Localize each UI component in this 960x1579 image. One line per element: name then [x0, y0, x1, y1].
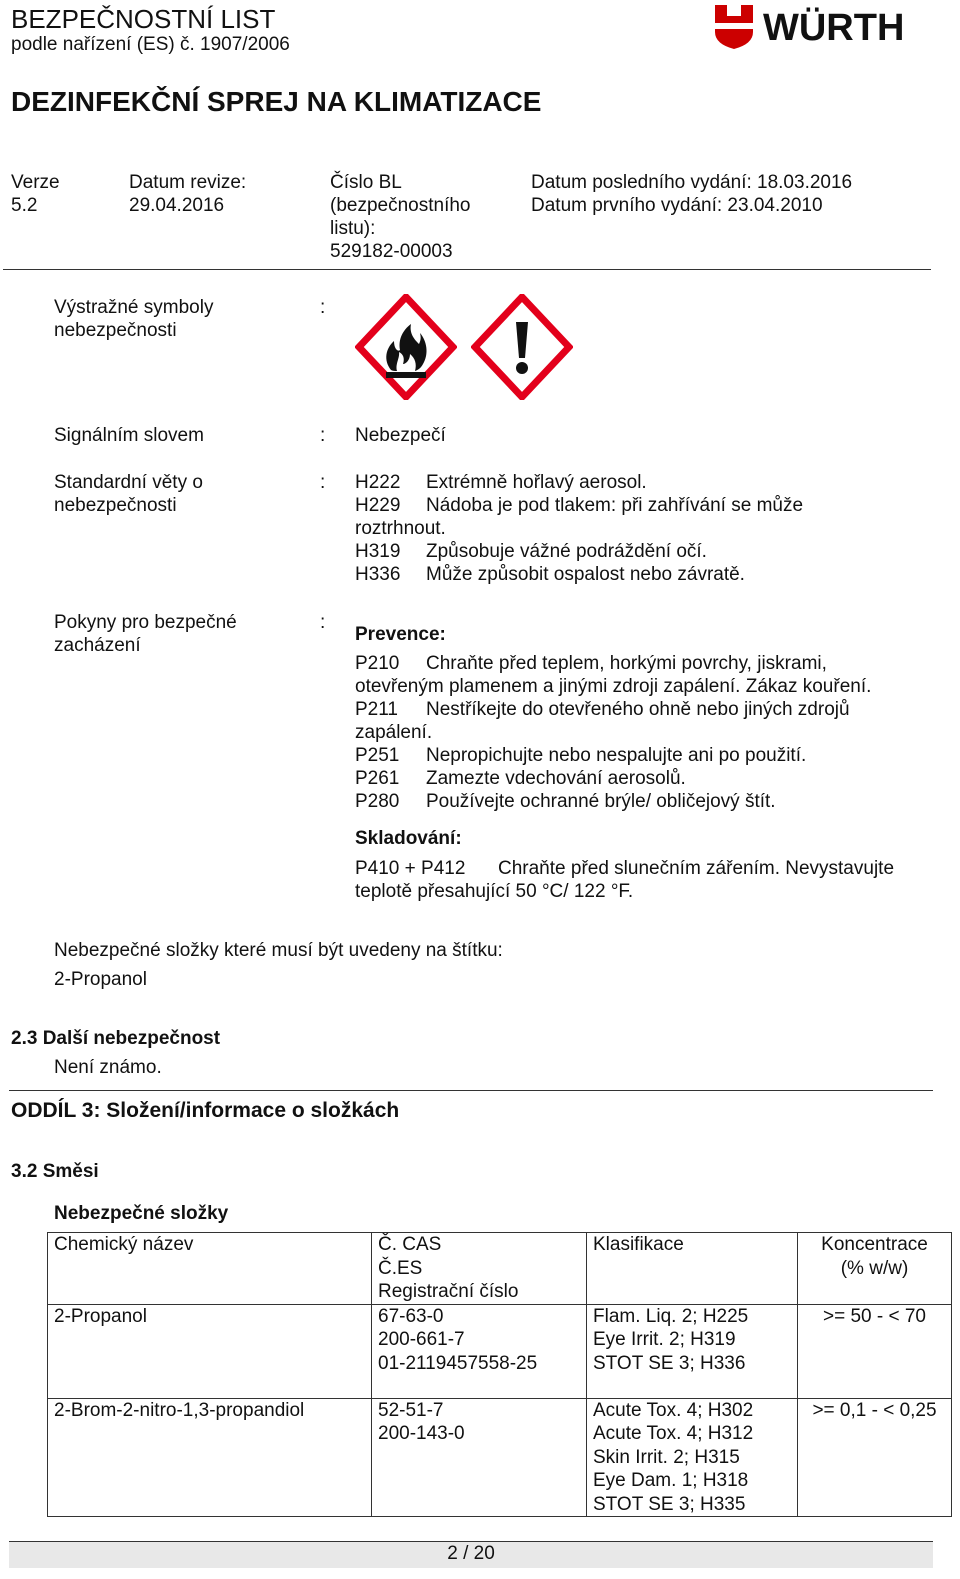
- hazard-statements-list: [355, 471, 835, 586]
- cell-classification: [587, 1398, 798, 1517]
- cell-es: 200-661-7: [378, 1329, 465, 1350]
- statement-code: P280: [355, 791, 400, 812]
- statement-text: Nepropichujte nebo nespalujte ani po použití.: [426, 745, 807, 766]
- statement-code: P410 + P412: [355, 858, 466, 879]
- cell-chemical-name: 2-Brom-2-nitro-1,3-propandiol: [48, 1398, 372, 1517]
- section-3-title: ODDÍL 3: Složení/informace o složkách: [11, 1099, 400, 1122]
- components-table-title: Nebezpečné složky: [54, 1203, 229, 1224]
- precautionary-statement: [355, 698, 915, 744]
- statement-code: H222: [355, 472, 401, 493]
- hazard-statement: [355, 471, 835, 494]
- precautionary-statement: [355, 744, 915, 767]
- version-value: 5.2: [11, 195, 38, 216]
- table-row: [48, 1304, 952, 1398]
- hazard-statement: [355, 540, 835, 563]
- section-2-3-title: 2.3 Další nebezpečnost: [11, 1028, 221, 1049]
- cell-es: 200-143-0: [378, 1423, 465, 1444]
- sds-number-block: [330, 171, 471, 263]
- document-type: BEZPEČNOSTNÍ LIST: [11, 4, 276, 34]
- symbols-label: [54, 296, 304, 342]
- classification-line: Acute Tox. 4; H302: [593, 1399, 754, 1421]
- header-classification: Klasifikace: [587, 1233, 798, 1305]
- cell-classification: [587, 1304, 798, 1398]
- classification-line: STOT SE 3; H335: [593, 1493, 746, 1515]
- hazard-statement: [355, 563, 835, 586]
- signal-word-colon: :: [320, 425, 326, 446]
- header-identifiers: [372, 1233, 587, 1305]
- symbols-label-line: Výstražné symboly: [54, 297, 214, 318]
- cell-cas: 67-63-0: [378, 1305, 444, 1327]
- hazard-statements-colon: :: [320, 472, 326, 493]
- cell-chemical-name: 2-Propanol: [48, 1304, 372, 1398]
- hazard-statements-label: [54, 471, 304, 517]
- hazard-statements-label-line: nebezpečnosti: [54, 495, 177, 516]
- header-concentration-line: (% w/w): [840, 1257, 909, 1279]
- hazard-statements-label-line: Standardní věty o: [54, 472, 203, 493]
- exclamation-mark-icon: [471, 294, 573, 400]
- hazard-statement: [355, 494, 835, 540]
- statement-code: P261: [355, 768, 400, 789]
- precautionary-colon: :: [320, 612, 326, 633]
- statement-text: Chraňte před slunečním zářením. Nevystavujte teplotě přesahující 50 °C/ 122 °F.: [355, 858, 895, 902]
- revision-label: Datum revize:: [129, 172, 247, 193]
- classification-line: Skin Irrit. 2; H315: [593, 1446, 740, 1468]
- storage-heading: Skladování:: [355, 828, 462, 849]
- statement-text: Způsobuje vážné podráždění očí.: [426, 541, 707, 562]
- wurth-logo: [713, 2, 933, 52]
- signal-word-label: Signálním slovem: [54, 425, 204, 446]
- revision-value: 29.04.2016: [129, 195, 225, 216]
- logo-text: WÜRTH: [763, 7, 905, 49]
- classification-line: Acute Tox. 4; H312: [593, 1423, 754, 1444]
- label-components-title: Nebezpečné složky které musí být uvedeny na štítku:: [54, 940, 503, 961]
- precautionary-statement: [355, 652, 915, 698]
- statement-text: Extrémně hořlavý aerosol.: [426, 472, 647, 493]
- classification-line: Eye Irrit. 2; H319: [593, 1329, 736, 1350]
- version-block: [11, 171, 60, 217]
- sds-number-line: Číslo BL: [330, 172, 402, 193]
- statement-code: P211: [355, 699, 398, 720]
- version-label: Verze: [11, 172, 60, 193]
- classification-line: Flam. Liq. 2; H225: [593, 1305, 749, 1327]
- classification-line: Eye Dam. 1; H318: [593, 1470, 749, 1491]
- header-concentration-line: Koncentrace: [821, 1234, 928, 1255]
- sds-number-line: listu):: [330, 218, 376, 239]
- precautionary-label-line: Pokyny pro bezpečné: [54, 612, 237, 633]
- statement-code: P251: [355, 745, 400, 766]
- last-issue-date: Datum posledního vydání: 18.03.2016: [531, 172, 853, 193]
- cell-cas: 52-51-7: [378, 1399, 444, 1421]
- statement-text: Může způsobit ospalost nebo závratě.: [426, 564, 745, 585]
- components-table: [47, 1232, 952, 1517]
- header-divider: [3, 269, 931, 270]
- classification-line: STOT SE 3; H336: [593, 1352, 746, 1374]
- flame-icon: [355, 294, 457, 400]
- section-2-3-text: Není známo.: [54, 1057, 162, 1078]
- section-divider: [9, 1090, 933, 1091]
- sds-number-line: (bezpečnostního: [330, 195, 471, 216]
- header-cas: Č. CAS: [378, 1234, 442, 1255]
- product-name: DEZINFEKČNÍ SPREJ NA KLIMATIZACE: [11, 86, 542, 117]
- revision-block: [129, 171, 246, 217]
- header-es: Č.ES: [378, 1257, 423, 1279]
- statement-code: P210: [355, 653, 400, 674]
- page-number: 2 / 20: [447, 1543, 495, 1564]
- ghs-flame-pictogram: [355, 294, 457, 400]
- symbols-colon: :: [320, 297, 326, 318]
- issue-dates-block: [531, 171, 852, 217]
- page-footer: [9, 1541, 933, 1568]
- prevention-list: [355, 652, 915, 813]
- wurth-logo-mark: [713, 2, 933, 52]
- statement-text: Zamezte vdechování aerosolů.: [426, 768, 686, 789]
- statement-text: Používejte ochranné brýle/ obličejový štít.: [426, 791, 776, 812]
- statement-code: H319: [355, 541, 401, 562]
- label-components-value: 2-Propanol: [54, 969, 147, 990]
- prevention-heading: Prevence:: [355, 624, 446, 645]
- table-row: [48, 1398, 952, 1517]
- header-chemical-name: Chemický název: [48, 1233, 372, 1305]
- precautionary-statements-label: [54, 611, 304, 657]
- symbols-label-line: nebezpečnosti: [54, 320, 177, 341]
- precautionary-statement: [355, 790, 915, 813]
- statement-text: Nestříkejte do otevřeného ohně nebo jiných zdrojů zapálení.: [355, 699, 850, 743]
- statement-code: H336: [355, 564, 401, 585]
- cell-concentration: >= 0,1 - < 0,25: [798, 1398, 952, 1517]
- statement-text: Nádoba je pod tlakem: při zahřívání se může roztrhnout.: [355, 495, 804, 539]
- table-header-row: [48, 1233, 952, 1305]
- statement-code: H229: [355, 495, 401, 516]
- regulation-reference: podle nařízení (ES) č. 1907/2006: [11, 34, 290, 55]
- sds-number-value: 529182-00003: [330, 241, 453, 262]
- cell-concentration: >= 50 - < 70: [798, 1304, 952, 1398]
- statement-text: Chraňte před teplem, horkými povrchy, jiskrami, otevřeným plamenem a jinými zdroji zapálení. Zákaz kouření.: [355, 653, 872, 697]
- first-issue-date: Datum prvního vydání: 23.04.2010: [531, 195, 823, 216]
- cell-identifiers: [372, 1398, 587, 1517]
- header-concentration: [798, 1233, 952, 1305]
- section-3-2-title: 3.2 Směsi: [11, 1161, 99, 1182]
- precautionary-statement: [355, 767, 915, 790]
- precautionary-label-line: zacházení: [54, 635, 141, 656]
- signal-word-value: Nebezpečí: [355, 425, 446, 446]
- header-registration: Registrační číslo: [378, 1281, 519, 1302]
- cell-registration: 01-2119457558-25: [378, 1352, 538, 1374]
- ghs-exclamation-pictogram: [471, 294, 573, 400]
- storage-statement: [355, 857, 930, 903]
- cell-identifiers: [372, 1304, 587, 1398]
